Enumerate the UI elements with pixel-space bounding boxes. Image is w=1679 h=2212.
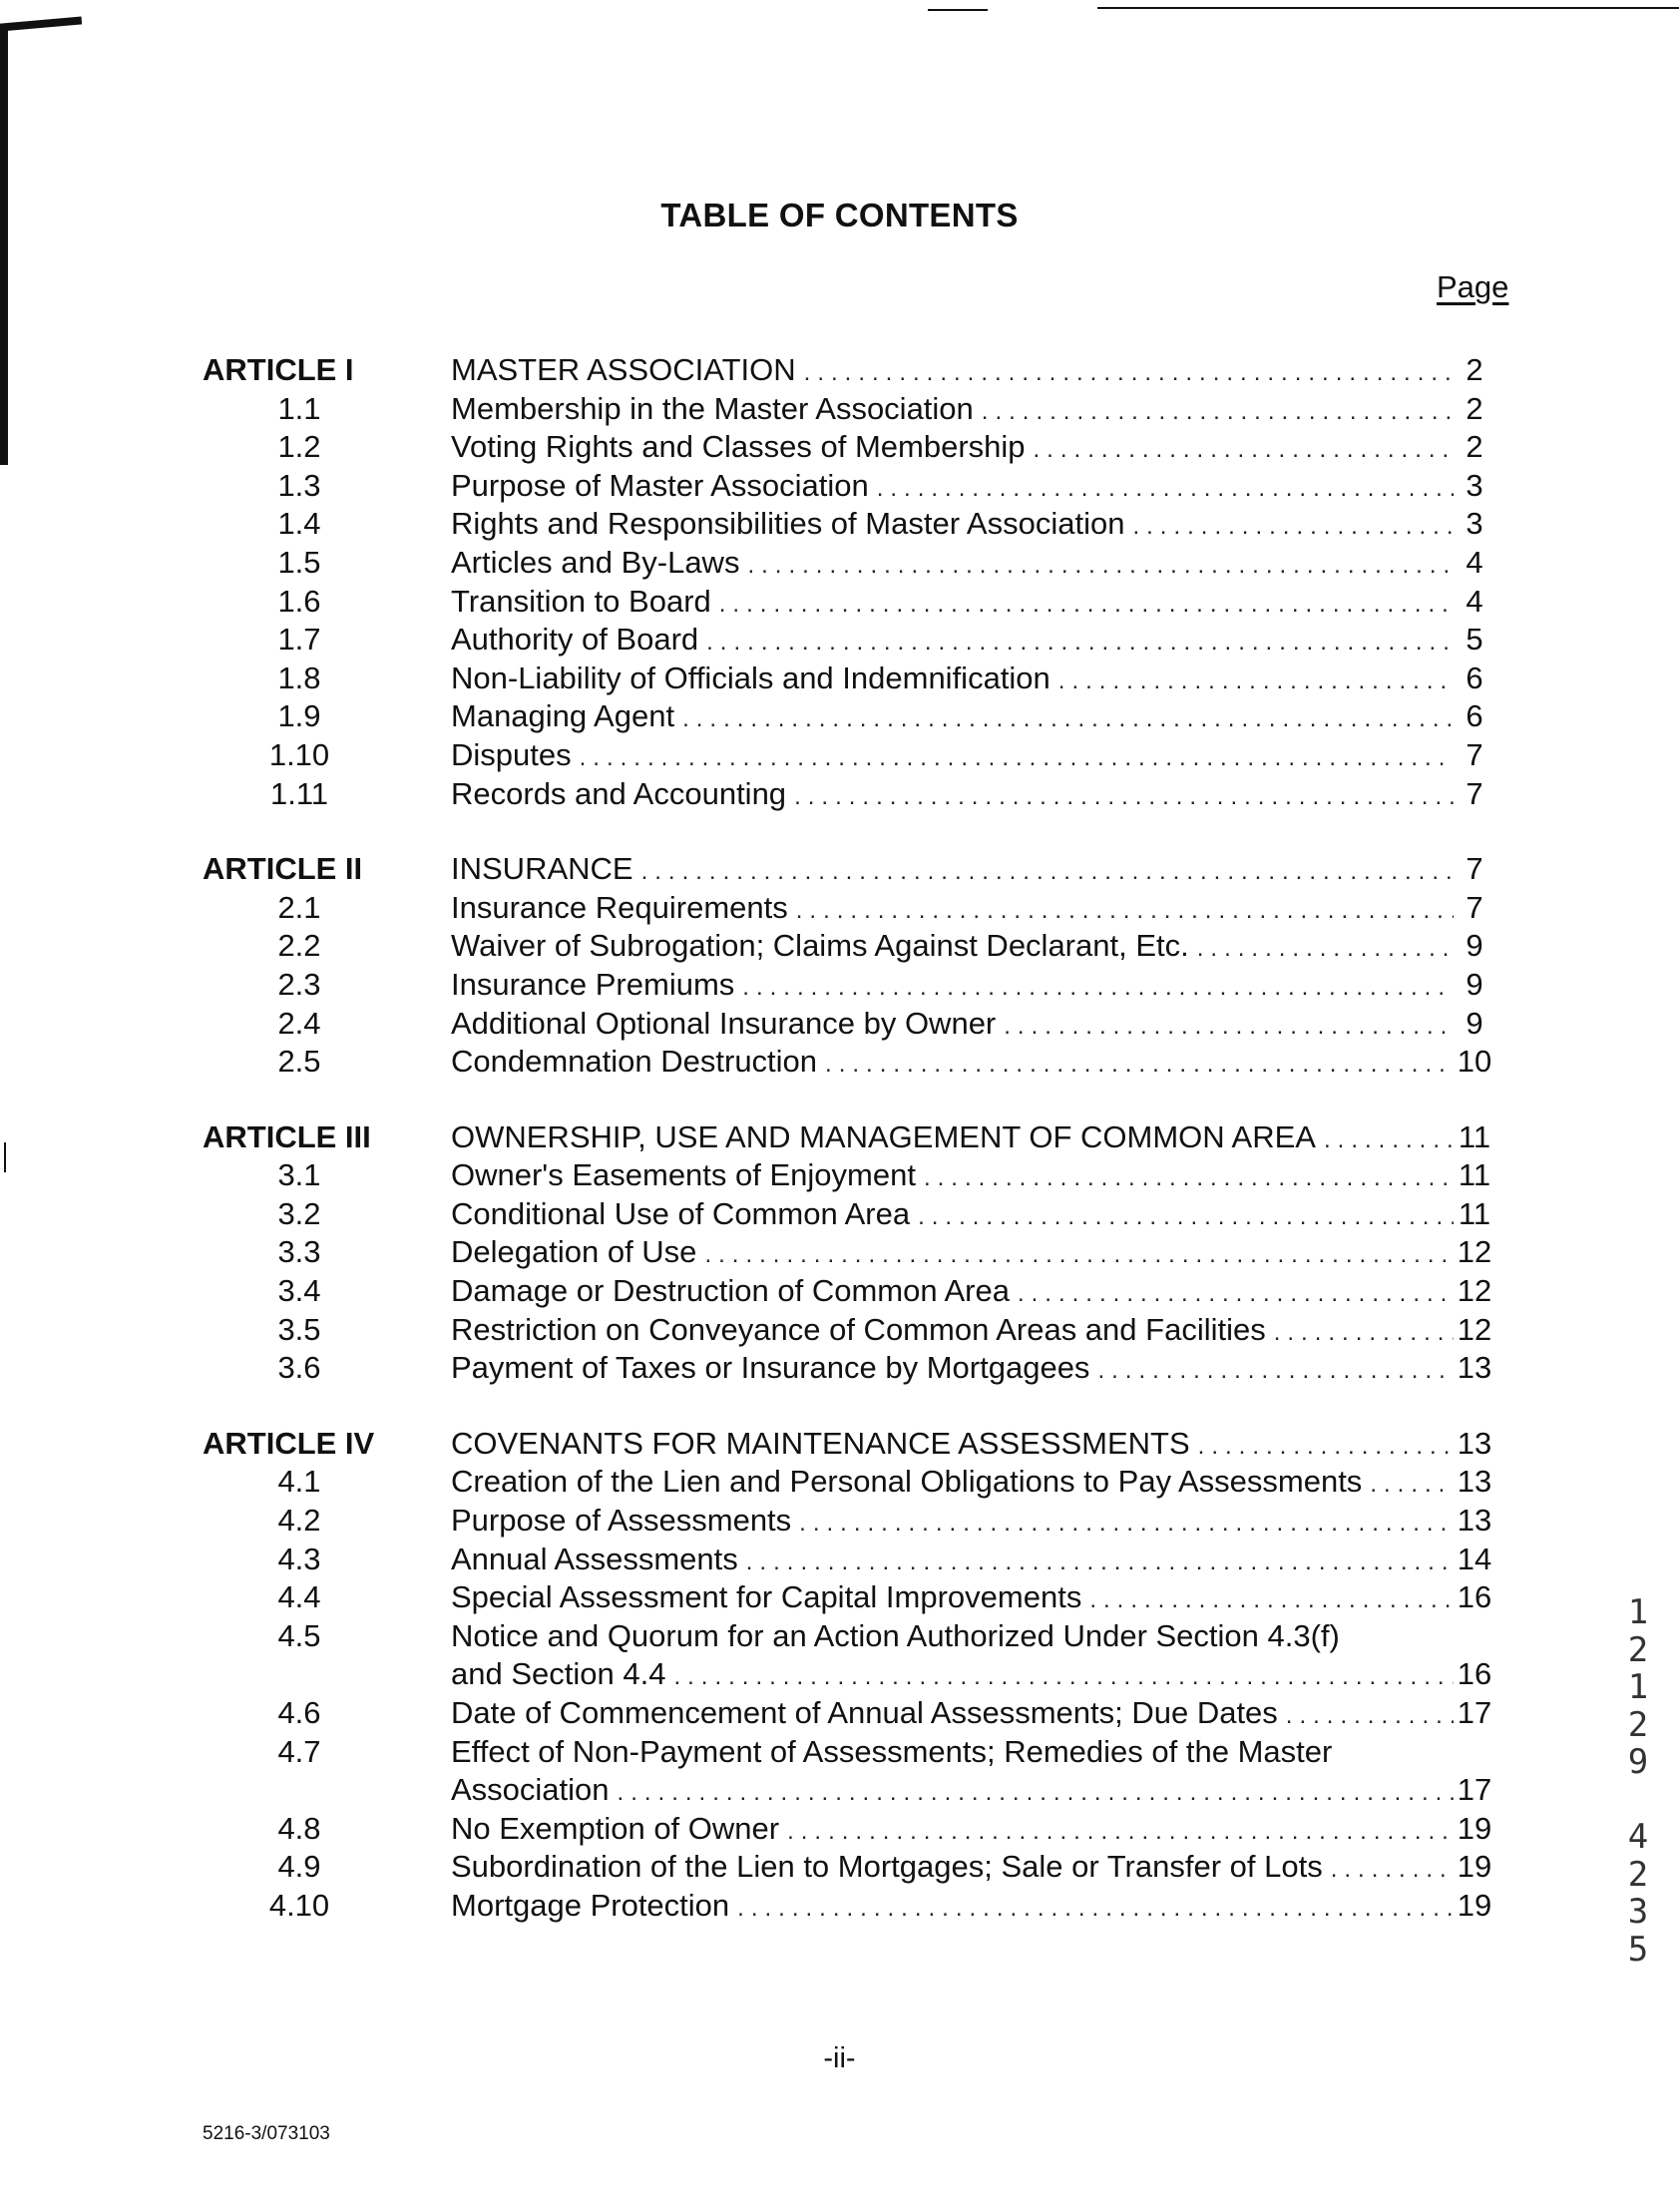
entry-number: 3.4	[277, 1273, 321, 1309]
entry-title	[451, 1118, 1454, 1160]
entry-number: 1.7	[277, 622, 321, 658]
document-code: 5216-3/073103	[203, 2123, 330, 2144]
scan-edge-line	[1097, 7, 1679, 9]
entry-page: 13	[1457, 1425, 1492, 1461]
entry-title	[451, 505, 1454, 547]
entry-title	[451, 583, 1454, 625]
entry-page: 10	[1457, 1044, 1492, 1080]
article-heading	[0, 351, 1679, 390]
entry-title	[451, 1502, 1454, 1544]
entry-title	[451, 1848, 1454, 1890]
entry-page: 2	[1466, 352, 1483, 387]
section-row	[0, 505, 1679, 544]
entry-label: Membership in the Master Association	[451, 390, 974, 426]
dot-leader	[794, 778, 1454, 817]
dot-leader	[787, 1813, 1454, 1852]
document-title: TABLE OF CONTENTS	[660, 197, 1019, 233]
entry-page: 4	[1466, 544, 1483, 580]
entry-page: 16	[1457, 1579, 1492, 1615]
entry-number: 2.3	[277, 966, 321, 1002]
entry-number: ARTICLE I	[203, 352, 354, 387]
entry-number: 4.8	[277, 1810, 321, 1846]
entry-title	[451, 467, 1454, 509]
dot-leader	[1331, 1851, 1454, 1890]
entry-title	[451, 1578, 1454, 1620]
entry-page: 6	[1466, 698, 1483, 734]
section-row	[0, 660, 1679, 698]
entry-label: Rights and Responsibilities of Master Association	[451, 506, 1125, 542]
dot-leader	[737, 1890, 1454, 1929]
dot-leader	[1058, 663, 1454, 701]
entry-page: 4	[1466, 583, 1483, 619]
entry-label: COVENANTS FOR MAINTENANCE ASSESSMENTS	[451, 1425, 1190, 1461]
dot-leader	[580, 739, 1454, 778]
entry-title	[451, 1617, 1454, 1656]
entry-page: 7	[1466, 736, 1483, 772]
entry-title	[451, 428, 1454, 470]
section-row	[0, 1810, 1679, 1849]
dot-leader	[1089, 1581, 1454, 1620]
section-row	[0, 1195, 1679, 1234]
entry-number: 3.3	[277, 1234, 321, 1270]
entry-page: 7	[1466, 889, 1483, 925]
dot-leader	[1132, 508, 1454, 547]
entry-title	[451, 390, 1454, 432]
dot-leader	[641, 853, 1454, 892]
stamp-digit: 5	[1627, 1929, 1649, 1970]
entry-number: 1.11	[269, 775, 329, 811]
entry-label: INSURANCE	[451, 851, 633, 887]
dot-leader	[918, 1198, 1454, 1237]
entry-label: Authority of Board	[451, 622, 699, 658]
entry-page: 14	[1457, 1541, 1492, 1576]
article-block	[0, 351, 1679, 813]
stamp-digit: 9	[1627, 1742, 1649, 1782]
table-of-contents	[0, 351, 1679, 1963]
page-column-header: Page	[1437, 269, 1509, 304]
entry-page: 3	[1466, 506, 1483, 542]
entry-title	[451, 1425, 1454, 1467]
section-row	[0, 1617, 1679, 1656]
entry-number: 1.4	[277, 506, 321, 542]
section-row	[0, 390, 1679, 429]
section-row	[0, 1502, 1679, 1541]
section-row	[0, 1272, 1679, 1311]
entry-number: 1.10	[268, 736, 330, 772]
dot-leader	[796, 892, 1454, 931]
entry-label: and Section 4.4	[451, 1656, 666, 1692]
entry-title	[451, 850, 1454, 892]
section-row	[0, 1005, 1679, 1044]
entry-title	[451, 966, 1454, 1008]
dot-leader	[1018, 1275, 1454, 1314]
entry-title	[451, 775, 1454, 817]
entry-number: ARTICLE IV	[203, 1425, 375, 1461]
dot-leader	[1286, 1697, 1454, 1736]
dot-leader	[1197, 930, 1454, 969]
entry-label: Creation of the Lien and Personal Obligations to Pay Assessments	[451, 1464, 1363, 1500]
entry-page: 3	[1466, 467, 1483, 503]
entry-label: No Exemption of Owner	[451, 1810, 780, 1846]
entry-title	[451, 927, 1454, 969]
entry-title	[451, 1156, 1454, 1198]
dot-leader	[682, 700, 1454, 739]
dot-leader	[1274, 1314, 1454, 1353]
entry-label: Additional Optional Insurance by Owner	[451, 1005, 997, 1041]
section-row	[0, 697, 1679, 736]
entry-label: Non-Liability of Officials and Indemnification	[451, 660, 1050, 695]
dot-leader	[704, 1236, 1454, 1275]
article-heading	[0, 1118, 1679, 1157]
entry-title	[451, 1043, 1454, 1085]
dot-leader	[1198, 1428, 1454, 1467]
entry-number: 4.2	[277, 1503, 321, 1539]
dot-leader	[706, 624, 1454, 663]
dot-leader	[1324, 1121, 1454, 1160]
entry-title	[451, 697, 1454, 739]
dot-leader	[1097, 1352, 1454, 1391]
entry-label: Waiver of Subrogation; Claims Against Declarant, Etc.	[451, 928, 1189, 964]
stamp-digit: 3	[1627, 1892, 1649, 1932]
section-row	[0, 1349, 1679, 1388]
entry-title	[451, 1311, 1454, 1353]
section-row	[0, 889, 1679, 928]
section-row	[0, 1694, 1679, 1733]
section-row-continued	[0, 1771, 1679, 1810]
entry-page: 12	[1457, 1311, 1492, 1347]
entry-number: 1.2	[277, 429, 321, 465]
stamp-digit: 2	[1627, 1854, 1649, 1895]
entry-label: Disputes	[451, 736, 572, 772]
article-block	[0, 850, 1679, 1082]
entry-number: 1.6	[277, 583, 321, 619]
dot-leader	[804, 354, 1454, 393]
entry-number: 1.9	[277, 698, 321, 734]
dot-leader	[742, 969, 1454, 1008]
entry-number: 2.4	[277, 1005, 321, 1041]
dot-leader	[799, 1505, 1454, 1544]
section-row	[0, 1848, 1679, 1887]
stamp-digit: 1	[1627, 1592, 1649, 1632]
entry-label: Conditional Use of Common Area	[451, 1195, 911, 1231]
entry-label: Insurance Premiums	[451, 966, 735, 1002]
entry-number: 2.1	[277, 889, 321, 925]
entry-number: 4.3	[277, 1541, 321, 1576]
entry-number: 1.5	[277, 544, 321, 580]
entry-number: 4.6	[277, 1695, 321, 1730]
entry-title	[451, 621, 1454, 663]
entry-number: 4.4	[277, 1579, 321, 1615]
entry-number: ARTICLE III	[203, 1118, 371, 1154]
entry-number: 4.7	[277, 1733, 321, 1769]
dot-leader	[982, 393, 1454, 432]
entry-number: 4.5	[277, 1617, 321, 1653]
entry-number: 4.1	[277, 1464, 321, 1500]
page-number: -ii-	[823, 2042, 856, 2074]
entry-label: Insurance Requirements	[451, 889, 788, 925]
entry-page: 9	[1466, 966, 1483, 1002]
section-row	[0, 1887, 1679, 1926]
entry-label: Owner's Easements of Enjoyment	[451, 1157, 916, 1193]
stamp-digit: 1	[1627, 1667, 1649, 1707]
section-row	[0, 1578, 1679, 1617]
entry-label: Effect of Non-Payment of Assessments; Remedies of the Master	[451, 1733, 1333, 1769]
section-row	[0, 966, 1679, 1005]
entry-page: 9	[1466, 1005, 1483, 1041]
entry-title	[451, 1272, 1454, 1314]
entry-page: 7	[1466, 851, 1483, 887]
dot-leader	[618, 1774, 1454, 1813]
section-row	[0, 1463, 1679, 1502]
entry-number: 3.1	[277, 1157, 321, 1193]
entry-label: Date of Commencement of Annual Assessments; Due Dates	[451, 1695, 1278, 1730]
section-row	[0, 1043, 1679, 1082]
entry-title	[451, 1463, 1454, 1505]
entry-page: 19	[1457, 1810, 1492, 1846]
entry-label: Association	[451, 1772, 610, 1808]
entry-page: 11	[1458, 1118, 1491, 1154]
entry-label: Special Assessment for Capital Improvements	[451, 1579, 1082, 1615]
entry-title	[451, 1733, 1454, 1772]
entry-label: Damage or Destruction of Common Area	[451, 1273, 1010, 1309]
section-row	[0, 1156, 1679, 1195]
entry-page: 12	[1457, 1273, 1492, 1309]
entry-page: 2	[1466, 429, 1483, 465]
entry-label: Mortgage Protection	[451, 1887, 730, 1923]
article-block	[0, 1118, 1679, 1388]
section-row-continued	[0, 1655, 1679, 1694]
entry-label: Voting Rights and Classes of Membership	[451, 429, 1026, 465]
section-row	[0, 428, 1679, 467]
entry-title	[451, 1810, 1454, 1852]
article-heading	[0, 850, 1679, 889]
entry-label: Purpose of Assessments	[451, 1503, 792, 1539]
entry-number: 1.8	[277, 660, 321, 695]
section-row	[0, 775, 1679, 814]
section-row	[0, 736, 1679, 775]
entry-title	[451, 544, 1454, 586]
scan-edge-line	[928, 9, 988, 11]
entry-label: Records and Accounting	[451, 775, 787, 811]
dot-leader	[746, 1544, 1454, 1582]
entry-label: Condemnation Destruction	[451, 1044, 818, 1080]
entry-page: 7	[1466, 775, 1483, 811]
entry-title	[451, 1541, 1454, 1582]
section-row	[0, 583, 1679, 622]
entry-page: 19	[1457, 1887, 1492, 1923]
entry-number: 4.10	[268, 1887, 330, 1923]
section-row	[0, 1541, 1679, 1579]
entry-title	[451, 351, 1454, 393]
entry-label: Transition to Board	[451, 583, 711, 619]
entry-label: Purpose of Master Association	[451, 467, 869, 503]
entry-page: 9	[1466, 928, 1483, 964]
entry-label: OWNERSHIP, USE AND MANAGEMENT OF COMMON AREA	[451, 1118, 1316, 1154]
entry-title	[451, 1005, 1454, 1047]
dot-leader	[1370, 1466, 1454, 1505]
entry-number: 3.5	[277, 1311, 321, 1347]
entry-page: 17	[1457, 1695, 1492, 1730]
stamp-digit	[1618, 1782, 1658, 1820]
entry-title	[451, 1771, 1454, 1813]
entry-label: Annual Assessments	[451, 1541, 738, 1576]
entry-title	[451, 1349, 1454, 1391]
stamp-digit: 4	[1627, 1817, 1649, 1857]
entry-number: 1.3	[277, 467, 321, 503]
side-stamp	[1618, 1594, 1658, 1969]
entry-label: Payment of Taxes or Insurance by Mortgagees	[451, 1350, 1090, 1386]
dot-leader	[825, 1046, 1454, 1085]
article-block	[0, 1425, 1679, 1926]
entry-page: 17	[1457, 1772, 1492, 1808]
section-row	[0, 621, 1679, 660]
entry-title	[451, 660, 1454, 701]
dot-leader	[747, 547, 1454, 586]
section-row	[0, 1311, 1679, 1350]
dot-leader	[877, 470, 1454, 509]
section-row	[0, 544, 1679, 583]
entry-title	[451, 1233, 1454, 1275]
entry-page: 13	[1457, 1350, 1492, 1386]
stamp-digit: 2	[1627, 1704, 1649, 1745]
entry-number: 4.9	[277, 1849, 321, 1885]
entry-page: 16	[1457, 1656, 1492, 1692]
entry-page: 6	[1466, 660, 1483, 695]
section-row	[0, 927, 1679, 966]
section-row	[0, 1233, 1679, 1272]
entry-label: Restriction on Conveyance of Common Areas and Facilities	[451, 1311, 1266, 1347]
entry-number: 2.2	[277, 928, 321, 964]
entry-page: 19	[1457, 1849, 1492, 1885]
entry-number: 1.1	[277, 390, 321, 426]
entry-number: 2.5	[277, 1044, 321, 1080]
entry-page: 11	[1458, 1195, 1491, 1231]
entry-page: 5	[1466, 622, 1483, 658]
dot-leader	[719, 586, 1454, 625]
entry-page: 12	[1457, 1234, 1492, 1270]
dot-leader	[924, 1159, 1454, 1198]
scan-corner-mark	[0, 16, 82, 31]
entry-label: Subordination of the Lien to Mortgages; Sale or Transfer of Lots	[451, 1849, 1323, 1885]
entry-page: 13	[1457, 1503, 1492, 1539]
section-row	[0, 1733, 1679, 1772]
entry-title	[451, 1655, 1454, 1697]
entry-page: 2	[1466, 390, 1483, 426]
entry-title	[451, 1887, 1454, 1929]
dot-leader	[1004, 1008, 1454, 1047]
article-heading	[0, 1425, 1679, 1464]
section-row	[0, 467, 1679, 506]
entry-label: MASTER ASSOCIATION	[451, 352, 796, 387]
entry-label: Notice and Quorum for an Action Authorized Under Section 4.3(f)	[451, 1617, 1340, 1653]
entry-title	[451, 1195, 1454, 1237]
entry-page: 11	[1458, 1157, 1491, 1193]
dot-leader	[1034, 431, 1454, 470]
stamp-digit: 2	[1627, 1629, 1649, 1670]
entry-title	[451, 1694, 1454, 1736]
entry-title	[451, 736, 1454, 778]
entry-label: Articles and By-Laws	[451, 544, 740, 580]
entry-label: Managing Agent	[451, 698, 675, 734]
entry-number: 3.6	[277, 1350, 321, 1386]
entry-page: 13	[1457, 1464, 1492, 1500]
entry-number: ARTICLE II	[203, 851, 363, 887]
entry-title	[451, 889, 1454, 931]
entry-label: Delegation of Use	[451, 1234, 697, 1270]
dot-leader	[673, 1658, 1454, 1697]
entry-number: 3.2	[277, 1195, 321, 1231]
